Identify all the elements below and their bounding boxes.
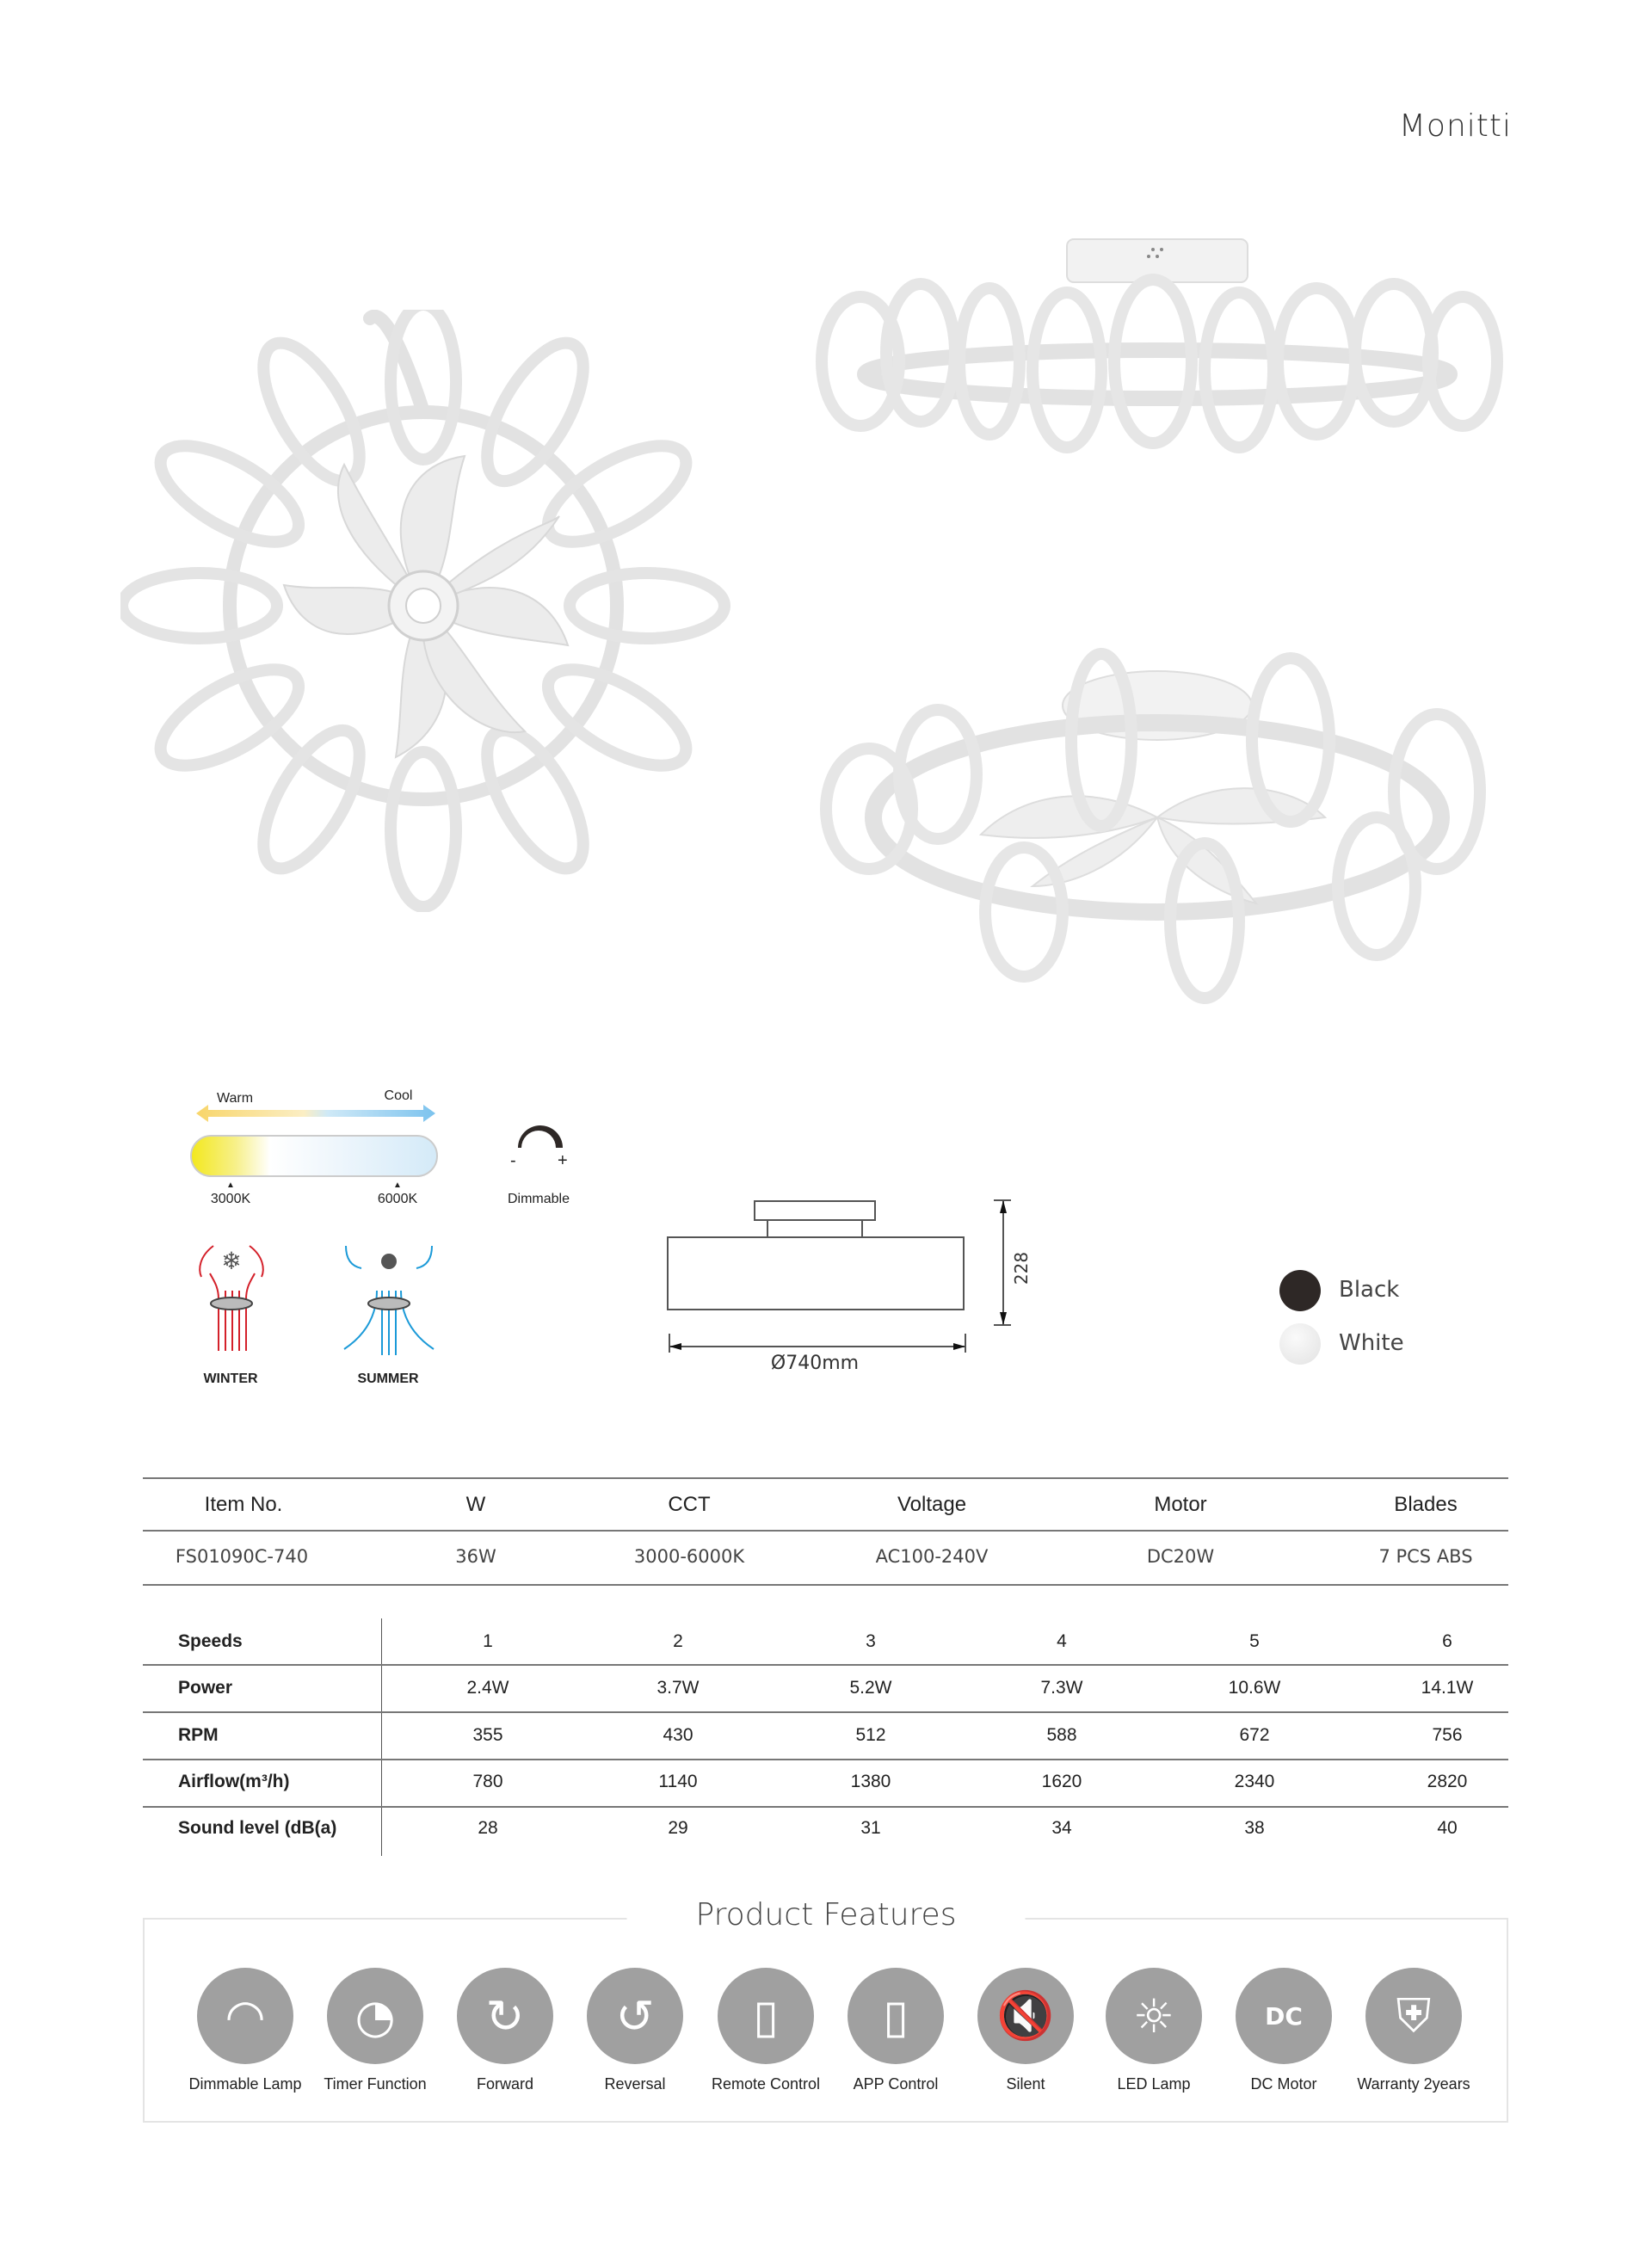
winter-label: WINTER (203, 1371, 258, 1386)
speed-cell: 40 (1437, 1818, 1458, 1838)
dc-motor-icon: DC (1236, 1968, 1332, 2064)
table-divider (143, 1806, 1508, 1808)
pointer-icon: ▲ (393, 1180, 402, 1190)
speed-cell: 512 (855, 1725, 886, 1745)
spec-blades: 7 PCS ABS (1378, 1546, 1473, 1567)
table-divider (143, 1664, 1508, 1666)
spec-motor: DC20W (1146, 1546, 1215, 1567)
spec-header-motor: Motor (1154, 1493, 1207, 1516)
svg-text:❄: ❄ (221, 1248, 242, 1274)
speed-cell: 3 (866, 1631, 876, 1651)
product-side-view-image (809, 232, 1510, 473)
remote-icon: ▯ (718, 1968, 814, 2064)
table-column-divider (381, 1618, 382, 1856)
dimmable-label: Dimmable (507, 1192, 570, 1206)
speed-cell: 4 (1057, 1631, 1067, 1651)
color-swatch-white (1279, 1323, 1321, 1365)
table-divider (143, 1759, 1508, 1760)
speed-cell: 5 (1249, 1631, 1260, 1651)
speed-cell: 29 (668, 1818, 688, 1838)
speed-cell: 1 (483, 1631, 493, 1651)
table-divider (143, 1530, 1508, 1532)
color-swatch-black (1279, 1270, 1321, 1311)
shield-icon: ⛨ (1365, 1968, 1462, 2064)
spec-header-w: W (465, 1493, 486, 1516)
spec-item-no: FS01090C-740 (175, 1546, 309, 1567)
speed-cell: 5.2W (849, 1678, 892, 1698)
speed-cell: 672 (1239, 1725, 1270, 1745)
pointer-icon: ▲ (226, 1180, 235, 1190)
reversal-icon: ↺ (587, 1968, 683, 2064)
summer-airflow-icon (337, 1239, 441, 1368)
table-divider (143, 1584, 1508, 1586)
speed-cell: 2 (673, 1631, 683, 1651)
speed-cell: 34 (1051, 1818, 1072, 1838)
speed-cell: 3.7W (656, 1678, 700, 1698)
speed-cell: 780 (472, 1772, 503, 1791)
color-label-black: Black (1339, 1277, 1400, 1303)
speed-cell: 2340 (1234, 1772, 1275, 1791)
mute-icon: 🔇 (977, 1968, 1074, 2064)
feature-label: DC Motor (1250, 2075, 1317, 2093)
feature-label: Forward (476, 2075, 534, 2093)
winter-airflow-icon (181, 1239, 284, 1368)
features-title: Product Features (627, 1897, 1026, 1932)
speed-cell: 355 (472, 1725, 503, 1745)
dim-minus: - (510, 1151, 516, 1170)
summer-label: SUMMER (357, 1371, 419, 1386)
speed-row-label: Sound level (dB(a) (178, 1818, 337, 1838)
product-angle-view-image (809, 645, 1510, 1011)
feature-label: Remote Control (711, 2075, 821, 2093)
spec-header-blades: Blades (1394, 1493, 1458, 1516)
feature-label: Reversal (604, 2075, 666, 2093)
spec-header-voltage: Voltage (897, 1493, 967, 1516)
speed-cell: 2820 (1427, 1772, 1468, 1791)
warm-label: Warm (216, 1091, 254, 1106)
feature-label: Timer Function (324, 2075, 427, 2093)
feature-label: LED Lamp (1117, 2075, 1191, 2093)
height-dimension: 228 (1011, 1251, 1032, 1285)
speed-cell: 6 (1442, 1631, 1452, 1651)
speed-cell: 38 (1244, 1818, 1265, 1838)
speed-cell: 1620 (1041, 1772, 1082, 1791)
warm-cool-arrow-icon (196, 1103, 435, 1124)
speed-row-label: Power (178, 1678, 233, 1698)
speed-cell: 31 (860, 1818, 881, 1838)
cct-gradient-bar (190, 1135, 438, 1177)
spec-voltage: AC100-240V (875, 1546, 989, 1567)
cct-max-label: 6000K (377, 1192, 418, 1206)
spec-header-item-no: Item No. (204, 1493, 283, 1516)
product-top-view-image (120, 310, 731, 912)
speed-cell: 1380 (850, 1772, 891, 1791)
cct-min-label: 3000K (210, 1192, 251, 1206)
forward-icon: ↻ (457, 1968, 553, 2064)
speed-cell: 430 (663, 1725, 693, 1745)
feature-label: APP Control (853, 2075, 939, 2093)
spec-cct: 3000-6000K (633, 1546, 745, 1567)
speed-cell: 28 (478, 1818, 498, 1838)
speed-cell: 10.6W (1228, 1678, 1281, 1698)
diameter-dimension: Ø740mm (770, 1353, 860, 1374)
brand-name: Monitti (1398, 108, 1512, 144)
dim-plus: + (558, 1151, 568, 1170)
dimmable-icon: ◠ (197, 1968, 293, 2064)
speed-cell: 588 (1046, 1725, 1077, 1745)
cool-label: Cool (384, 1088, 413, 1103)
speed-cell: 7.3W (1040, 1678, 1083, 1698)
dimension-drawing (663, 1196, 1024, 1355)
speed-row-label: RPM (178, 1725, 219, 1745)
feature-label: Warranty 2years (1357, 2075, 1470, 2093)
feature-label: Dimmable Lamp (188, 2075, 302, 2093)
feature-label: Silent (1006, 2075, 1045, 2093)
speed-cell: 2.4W (466, 1678, 509, 1698)
color-label-white: White (1339, 1330, 1404, 1356)
table-divider (143, 1711, 1508, 1713)
speed-cell: 1140 (658, 1772, 698, 1791)
spec-wattage: 36W (455, 1546, 496, 1567)
speed-row-label: Speeds (178, 1631, 243, 1651)
speed-row-label: Airflow(m³/h) (178, 1772, 290, 1791)
led-icon: ☼ (1106, 1968, 1202, 2064)
phone-icon: ▯ (848, 1968, 944, 2064)
speed-cell: 14.1W (1421, 1678, 1474, 1698)
table-divider (143, 1477, 1508, 1479)
spec-header-cct: CCT (668, 1493, 711, 1516)
timer-icon: ◔ (327, 1968, 423, 2064)
speed-cell: 756 (1432, 1725, 1463, 1745)
